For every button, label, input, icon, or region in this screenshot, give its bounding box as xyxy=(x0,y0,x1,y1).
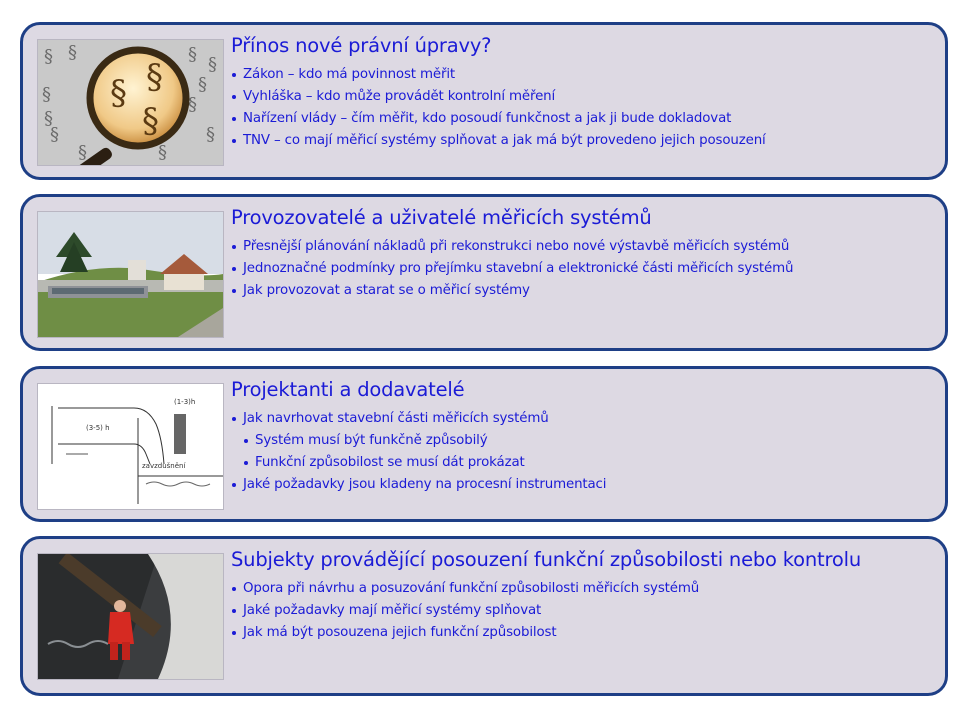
section-operators-users xyxy=(20,194,948,351)
magnifier-image xyxy=(37,39,224,166)
drawing-label: zavzdušnění xyxy=(142,462,186,470)
bullet-list xyxy=(231,64,939,152)
svg-text:§: § xyxy=(50,124,59,145)
svg-text:§: § xyxy=(44,46,53,67)
list-item: Přesnější plánování nákladů při rekonstrukci nebo nové výstavbě měřicích systémů xyxy=(231,236,939,258)
section-title: Provozovatelé a uživatelé měřicích systémů xyxy=(231,206,652,229)
svg-text:§: § xyxy=(146,57,163,97)
drawing-label: (3-5) h xyxy=(86,424,110,432)
bullet-list xyxy=(231,408,939,496)
section-legal-changes xyxy=(20,22,948,180)
treatment-plant-image xyxy=(37,211,224,338)
list-subitem: Systém musí být funkčně způsobilý xyxy=(231,430,939,452)
svg-text:§: § xyxy=(188,44,197,65)
list-item: Jak má být posouzena jejich funkční způsobilost xyxy=(231,622,939,644)
worker-channel-image xyxy=(37,553,224,680)
list-item: Nařízení vlády – čím měřit, kdo posoudí funkčnost a jak ji bude dokladovat xyxy=(231,108,939,130)
svg-text:§: § xyxy=(110,73,127,113)
section-assessment-bodies xyxy=(20,536,948,696)
svg-text:§: § xyxy=(206,124,215,145)
list-item: Jaké požadavky jsou kladeny na procesní instrumentaci xyxy=(231,474,939,496)
svg-text:§: § xyxy=(68,42,77,63)
section-designers-suppliers xyxy=(20,366,948,522)
bullet-list xyxy=(231,578,939,644)
svg-text:§: § xyxy=(42,84,51,105)
list-item: Jak navrhovat stavební části měřicích systémů xyxy=(231,408,939,430)
section-title: Přínos nové právní úpravy? xyxy=(231,34,492,57)
bullet-list xyxy=(231,236,939,302)
drawing-label: (1-3)h xyxy=(174,398,196,406)
list-item: Jednoznačné podmínky pro přejímku stavební a elektronické části měřicích systémů xyxy=(231,258,939,280)
list-subitem: Funkční způsobilost se musí dát prokázat xyxy=(231,452,939,474)
section-title: Projektanti a dodavatelé xyxy=(231,378,465,401)
svg-text:§: § xyxy=(78,142,87,163)
svg-text:§: § xyxy=(44,108,53,129)
svg-text:§: § xyxy=(198,74,207,95)
list-item: TNV – co mají měřicí systémy splňovat a jak má být provedeno jejich posouzení xyxy=(231,130,939,152)
svg-text:§: § xyxy=(158,142,167,163)
svg-text:§: § xyxy=(142,101,159,141)
list-item: Opora při návrhu a posuzování funkční způsobilosti měřicích systémů xyxy=(231,578,939,600)
list-item: Zákon – kdo má povinnost měřit xyxy=(231,64,939,86)
weir-drawing-image xyxy=(37,383,224,510)
svg-text:§: § xyxy=(188,94,197,115)
svg-text:§: § xyxy=(208,54,217,75)
list-item: Vyhláška – kdo může provádět kontrolní měření xyxy=(231,86,939,108)
list-item: Jaké požadavky mají měřicí systémy splňovat xyxy=(231,600,939,622)
list-item: Jak provozovat a starat se o měřicí systémy xyxy=(231,280,939,302)
section-title: Subjekty provádějící posouzení funkční způsobilosti nebo kontrolu xyxy=(231,548,861,571)
